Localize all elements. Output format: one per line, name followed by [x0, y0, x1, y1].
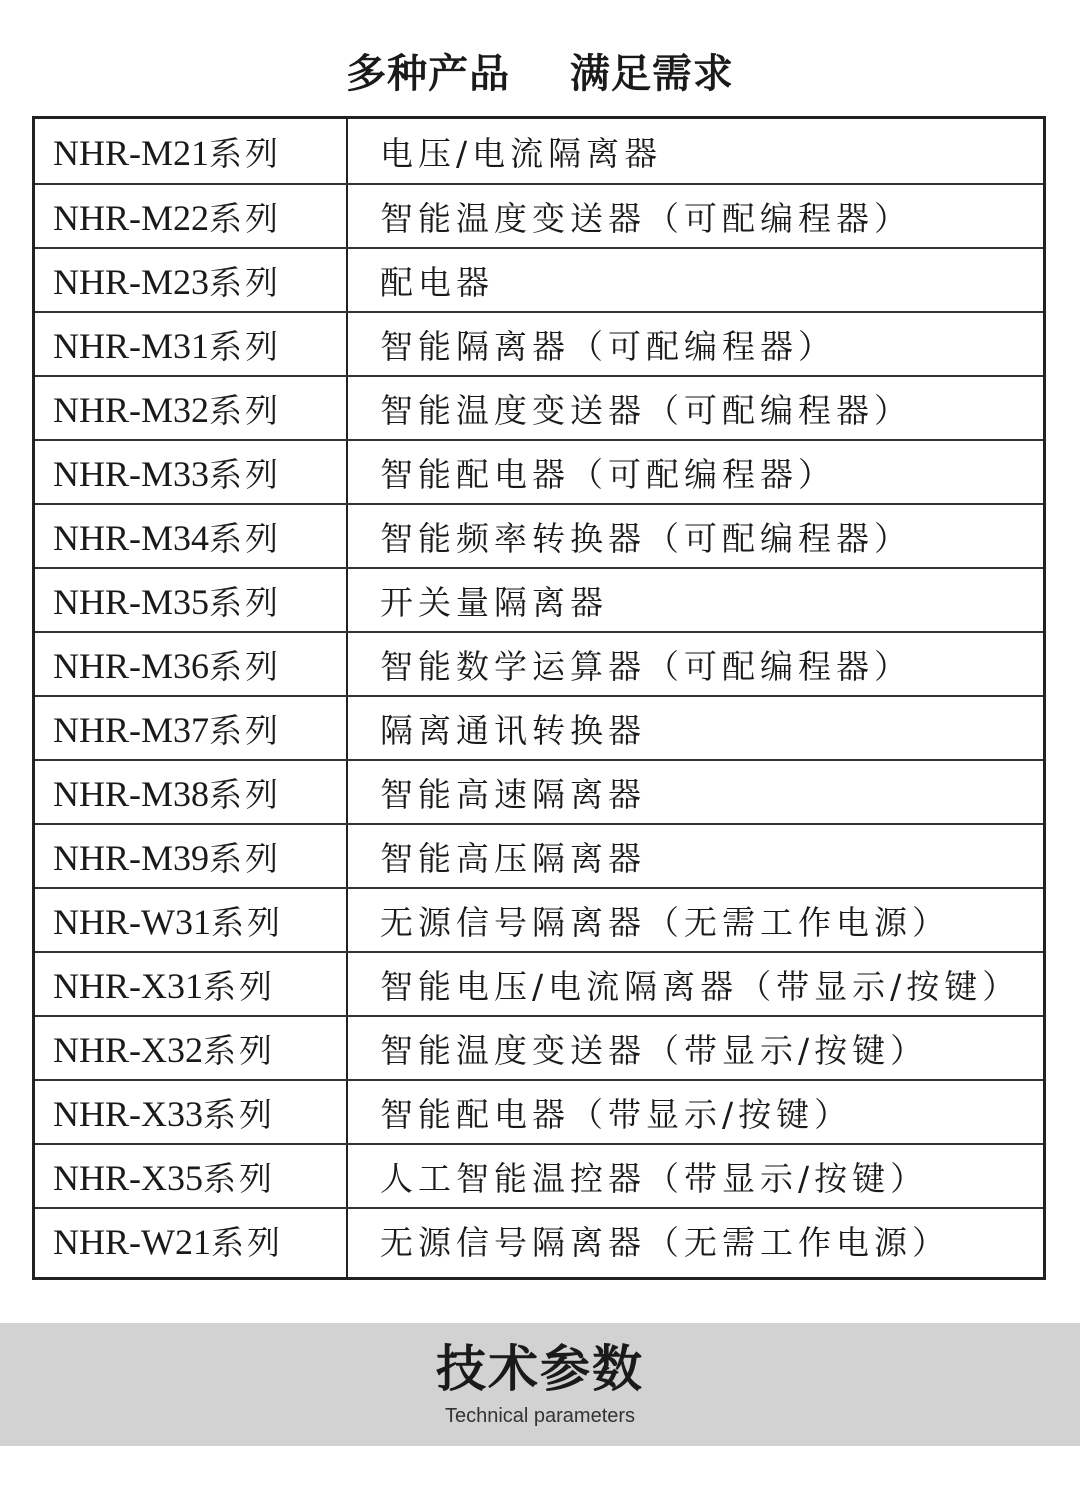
description-cell: 智能高压隔离器 — [380, 838, 646, 878]
description-cell: 智能电压/电流隔离器（带显示/按键） — [380, 966, 1021, 1006]
model-cell — [35, 385, 348, 432]
model-code: NHR-W31 — [53, 901, 211, 942]
model-series-label: 系列 — [209, 326, 282, 366]
tech-params-title: 技术参数 — [436, 1340, 644, 1398]
model-code: NHR-M37 — [53, 709, 210, 750]
description-cell: 智能配电器（带显示/按键） — [380, 1094, 853, 1134]
model-series-label: 系列 — [209, 518, 282, 558]
model-cell — [35, 128, 348, 175]
model-series-label: 系列 — [203, 1158, 275, 1198]
model-code: NHR-X31 — [53, 965, 203, 1006]
model-cell — [35, 321, 348, 368]
model-cell — [35, 769, 348, 816]
model-series-label: 系列 — [209, 582, 282, 622]
model-series-label: 系列 — [209, 646, 282, 686]
model-series-label: 系列 — [203, 1030, 275, 1070]
table-row — [35, 119, 1043, 183]
model-code: NHR-M21 — [53, 132, 210, 173]
table-row — [35, 759, 1043, 823]
model-code: NHR-M32 — [53, 389, 210, 430]
description-cell: 电压/电流隔离器 — [380, 133, 663, 173]
model-code: NHR-X35 — [53, 1157, 203, 1198]
description-cell: 智能高速隔离器 — [380, 774, 646, 814]
table-row — [35, 375, 1043, 439]
model-series-label: 系列 — [209, 133, 282, 173]
model-cell — [35, 961, 348, 1008]
description-cell: 智能温度变送器（带显示/按键） — [380, 1030, 929, 1070]
model-series-label: 系列 — [209, 390, 282, 430]
model-series-label: 系列 — [210, 902, 283, 942]
table-row — [35, 1079, 1043, 1143]
model-code: NHR-M38 — [53, 773, 210, 814]
product-table — [32, 116, 1046, 1280]
description-cell: 隔离通讯转换器 — [380, 710, 646, 750]
description-cell: 智能温度变送器（可配编程器） — [380, 390, 912, 430]
description-cell: 无源信号隔离器（无需工作电源） — [380, 1222, 950, 1262]
description-cell: 智能隔离器（可配编程器） — [380, 326, 836, 366]
model-cell — [35, 833, 348, 880]
model-code: NHR-X33 — [53, 1093, 203, 1134]
description-cell: 无源信号隔离器（无需工作电源） — [380, 902, 950, 942]
model-cell — [35, 1153, 348, 1200]
model-cell — [35, 193, 348, 240]
model-cell — [35, 1089, 348, 1136]
table-row — [35, 887, 1043, 951]
model-code: NHR-M39 — [53, 837, 210, 878]
table-row — [35, 951, 1043, 1015]
description-cell: 智能配电器（可配编程器） — [380, 454, 836, 494]
model-series-label: 系列 — [209, 710, 282, 750]
model-code: NHR-M34 — [53, 517, 210, 558]
description-cell: 智能数学运算器（可配编程器） — [380, 646, 912, 686]
model-code: NHR-M22 — [53, 197, 210, 238]
table-row — [35, 503, 1043, 567]
table-row — [35, 247, 1043, 311]
model-code: NHR-M35 — [53, 581, 210, 622]
model-cell — [35, 641, 348, 688]
model-cell — [35, 705, 348, 752]
description-cell: 智能频率转换器（可配编程器） — [380, 518, 912, 558]
table-row — [35, 1015, 1043, 1079]
model-code: NHR-M36 — [53, 645, 210, 686]
model-series-label: 系列 — [209, 262, 282, 302]
table-row — [35, 823, 1043, 887]
table-row — [35, 631, 1043, 695]
model-series-label: 系列 — [209, 774, 282, 814]
description-cell: 智能温度变送器（可配编程器） — [380, 198, 912, 238]
model-code: NHR-W21 — [53, 1221, 211, 1262]
model-cell — [35, 513, 348, 560]
model-code: NHR-M31 — [53, 325, 210, 366]
model-cell — [35, 897, 348, 944]
model-series-label: 系列 — [209, 198, 282, 238]
description-cell: 开关量隔离器 — [380, 582, 608, 622]
description-cell: 配电器 — [380, 262, 494, 302]
section-heading: 多种产品 满足需求 — [346, 51, 734, 97]
model-series-label: 系列 — [209, 838, 282, 878]
model-code: NHR-M33 — [53, 453, 210, 494]
table-row — [35, 439, 1043, 503]
description-cell: 人工智能温控器（带显示/按键） — [380, 1158, 929, 1198]
table-row — [35, 695, 1043, 759]
table-row — [35, 1207, 1043, 1271]
table-row — [35, 1143, 1043, 1207]
model-code: NHR-M23 — [53, 261, 210, 302]
model-series-label: 系列 — [203, 1094, 275, 1134]
model-cell — [35, 257, 348, 304]
model-series-label: 系列 — [210, 1222, 283, 1262]
tech-params-subtitle: Technical parameters — [444, 1405, 636, 1427]
table-row — [35, 567, 1043, 631]
table-row — [35, 183, 1043, 247]
model-cell — [35, 577, 348, 624]
table-row — [35, 311, 1043, 375]
model-code: NHR-X32 — [53, 1029, 203, 1070]
tech-params-banner — [0, 1323, 1080, 1446]
model-cell — [35, 1025, 348, 1072]
model-cell — [35, 1217, 348, 1264]
model-series-label: 系列 — [209, 454, 282, 494]
model-cell — [35, 449, 348, 496]
model-series-label: 系列 — [203, 966, 275, 1006]
